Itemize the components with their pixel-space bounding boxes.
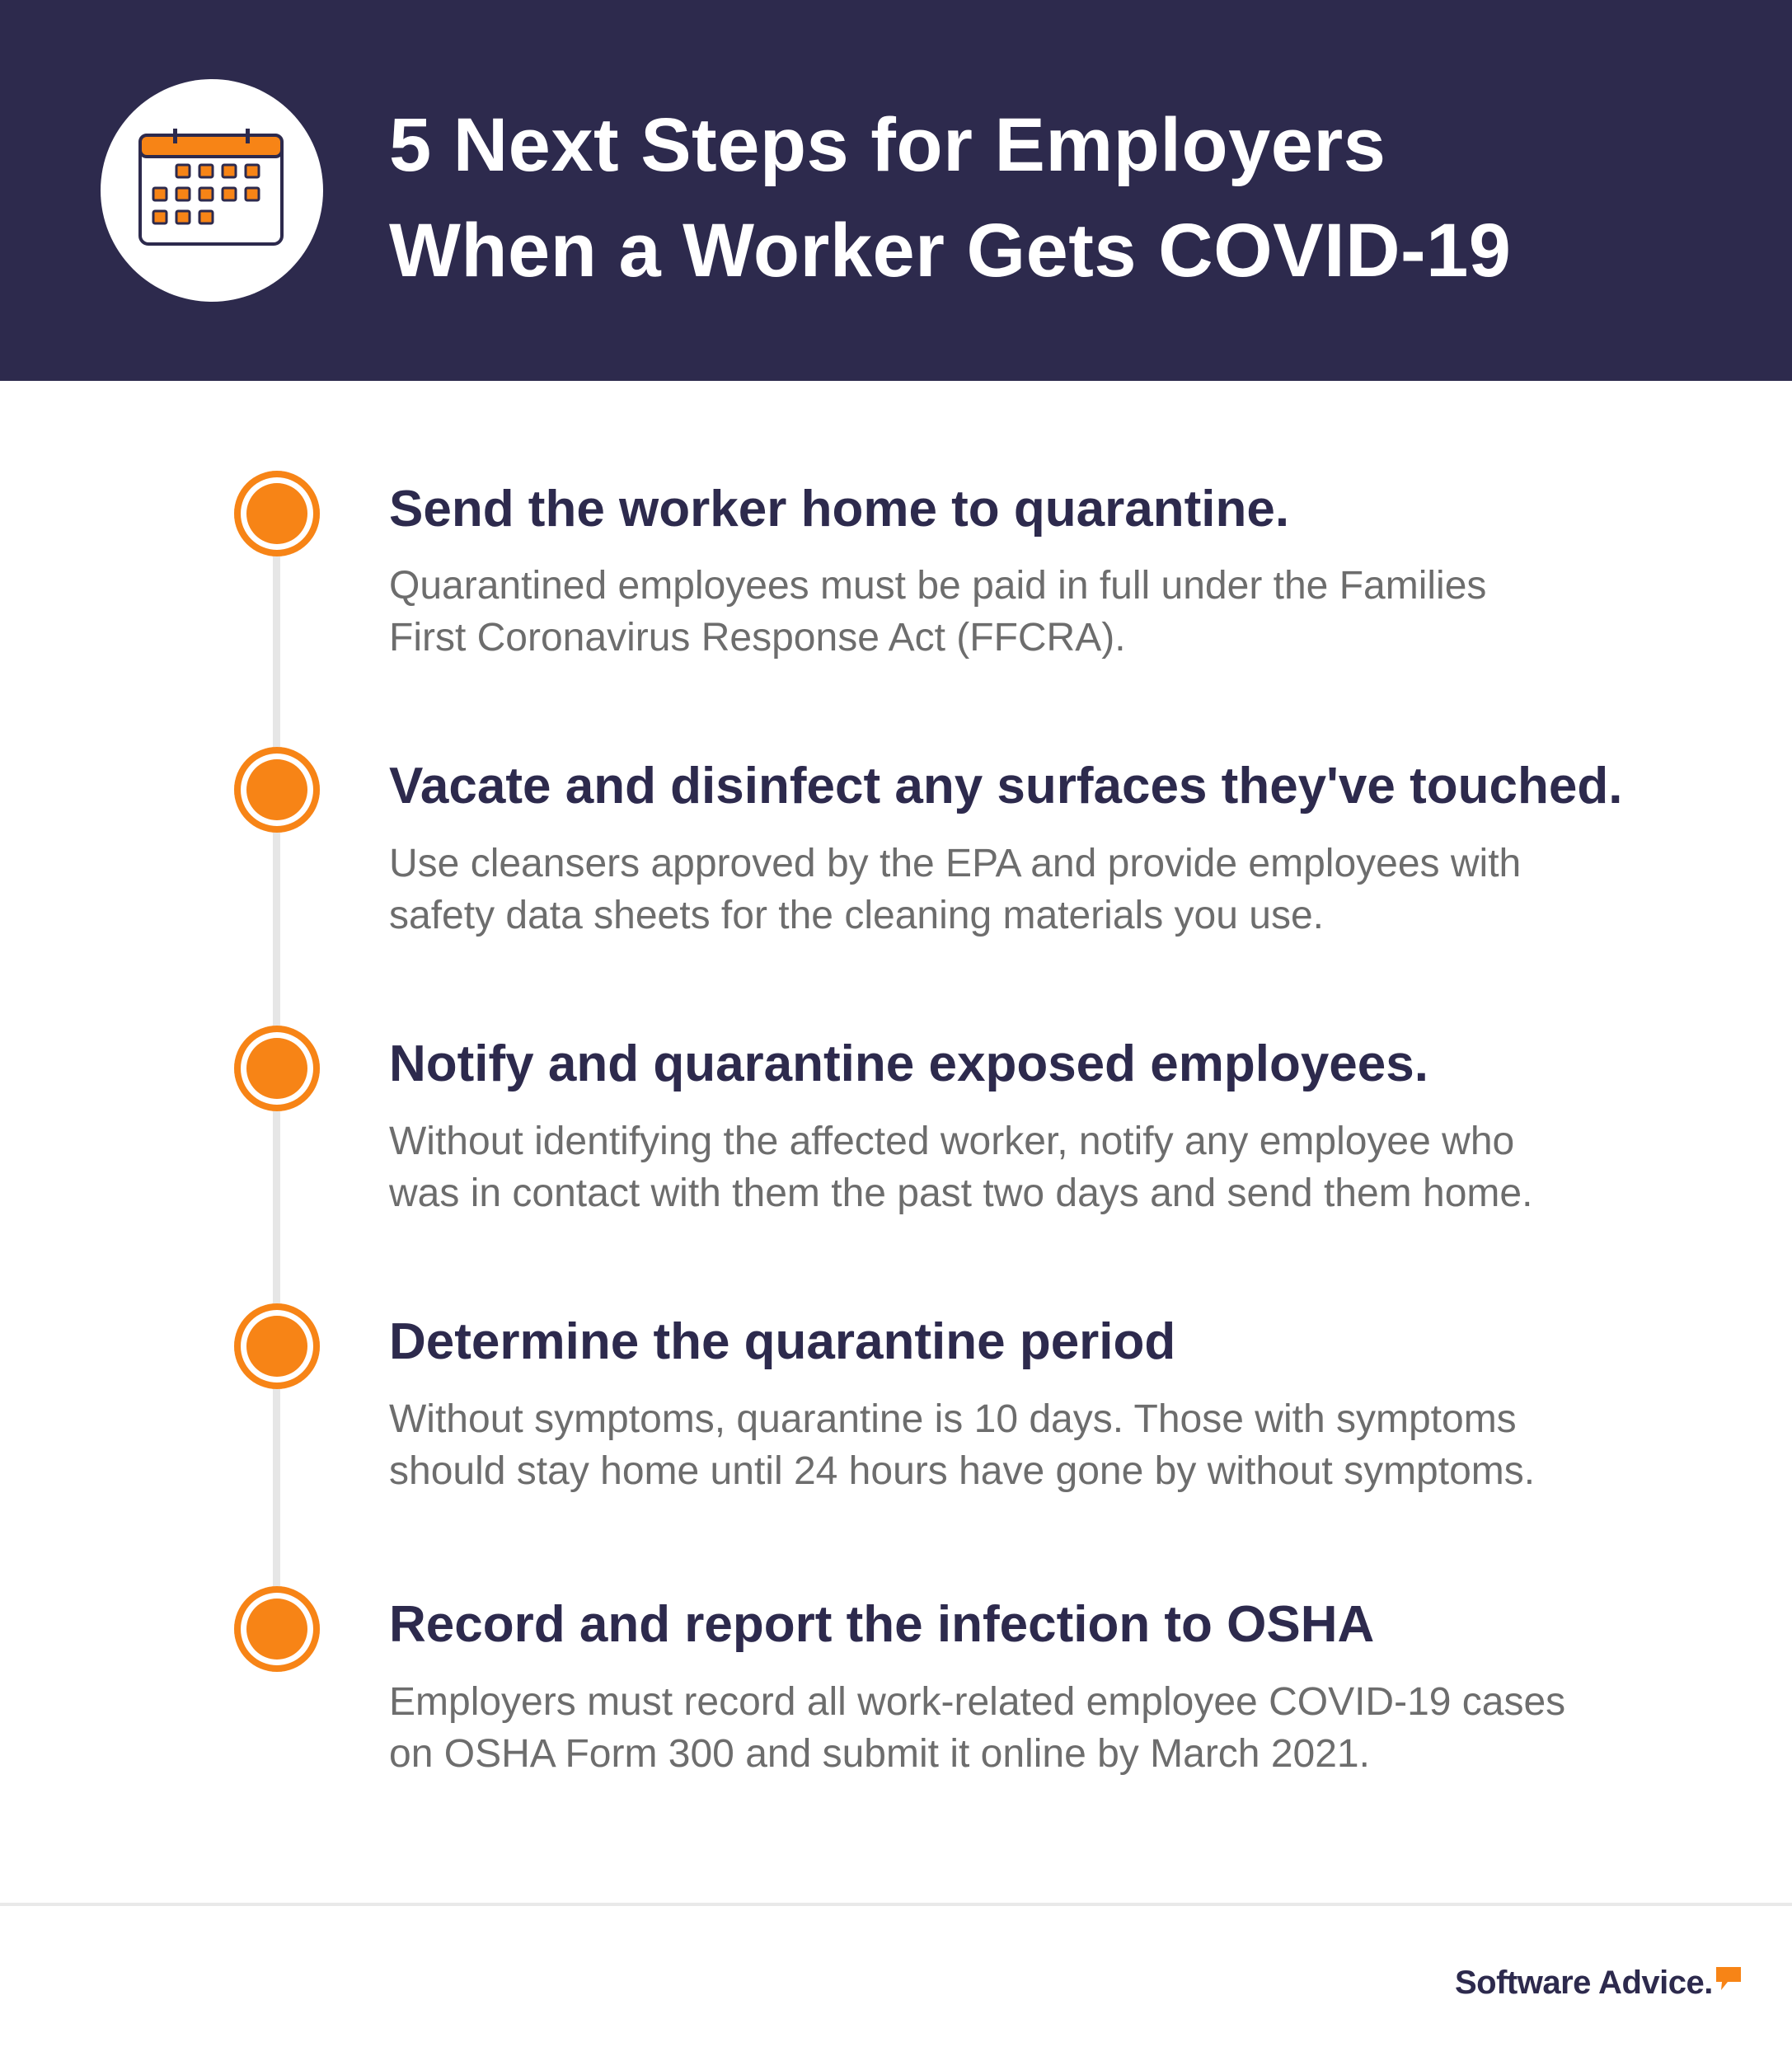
step-marker-icon (234, 1303, 320, 1389)
brand-name: Software Advice. (1455, 1965, 1713, 2001)
step-description-line: Employers must record all work-related employee COVID-19 cases (389, 1680, 1566, 1724)
step-heading: Determine the quarantine period (389, 1313, 1176, 1370)
calendar-icon (134, 129, 290, 252)
step-description (389, 1393, 1675, 1497)
step-description-line: Without symptoms, quarantine is 10 days. Those with symptoms (389, 1397, 1517, 1441)
step-marker-icon (234, 1586, 320, 1672)
footer-divider (0, 1903, 1792, 1906)
step-heading: Record and report the infection to OSHA (389, 1596, 1375, 1653)
title-line-1: 5 Next Steps for Employers (389, 103, 1386, 187)
brand-logo (1455, 1960, 1743, 2018)
step-description (389, 560, 1675, 664)
speech-bubble-icon (1715, 1965, 1743, 1992)
step-description-line: First Coronavirus Response Act (FFCRA). (389, 616, 1126, 660)
step-description (389, 1115, 1675, 1219)
step-heading: Vacate and disinfect any surfaces they've touched. (389, 758, 1623, 815)
step-heading: Send the worker home to quarantine. (389, 481, 1290, 538)
step-description-line: was in contact with them the past two days and send them home. (389, 1171, 1533, 1215)
page-title (389, 92, 1708, 303)
title-line-2: When a Worker Gets COVID-19 (389, 209, 1512, 293)
header-banner (0, 0, 1792, 381)
step-heading: Notify and quarantine exposed employees. (389, 1035, 1428, 1092)
step-description-line: on OSHA Form 300 and submit it online by March 2021. (389, 1732, 1370, 1776)
step-marker-icon (234, 1026, 320, 1111)
step-description (389, 838, 1675, 941)
step-description (389, 1676, 1675, 1780)
step-description-line: Use cleansers approved by the EPA and provide employees with (389, 842, 1522, 885)
step-marker-icon (234, 471, 320, 556)
step-marker-icon (234, 747, 320, 833)
step-description-line: should stay home until 24 hours have gone by without symptoms. (389, 1449, 1536, 1493)
step-description-line: Without identifying the affected worker, notify any employee who (389, 1120, 1515, 1163)
logo-circle (101, 79, 323, 302)
step-description-line: Quarantined employees must be paid in full under the Families (389, 564, 1487, 608)
step-description-line: safety data sheets for the cleaning materials you use. (389, 894, 1324, 937)
